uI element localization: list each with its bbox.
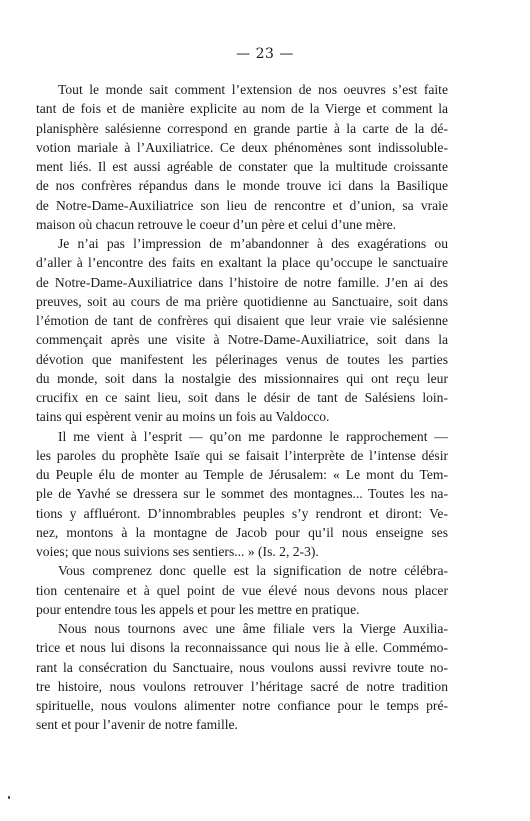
- paragraph: [36, 234, 448, 427]
- body-text: [36, 80, 448, 735]
- text-line: preuves, soit au cours de ma prière quotidienne au Sanctuaire, soit dans: [36, 293, 448, 309]
- paragraph: [36, 619, 448, 735]
- text-line: dévotion que manifestent les pélerinages venus de toutes les parties: [36, 351, 448, 367]
- text-line: pour entendre tous les appels et pour les mettre en pratique.: [36, 601, 360, 617]
- text-line: tains qui espèrent venir au moins un fois au Valdocco.: [36, 409, 330, 425]
- paragraph: [36, 561, 448, 619]
- text-line: planisphère salésienne correspond en grande partie à la carte de la dé-: [36, 120, 448, 136]
- text-line: maison où chacun retrouve le coeur d’un père et celui d’une mère.: [36, 216, 397, 232]
- text-line: Nous nous tournons avec une âme filiale vers la Vierge Auxilia-: [58, 621, 448, 636]
- text-line: commençait après une visite à Notre-Dame-Auxiliatrice, soit dans la: [36, 332, 448, 348]
- text-line: rant la consécration du Sanctuaire, nous voulons aussi revivre toute no-: [36, 659, 448, 675]
- text-line: votion mariale à l’Auxiliatrice. Ce deux phénomènes sont indissoluble-: [36, 139, 448, 155]
- text-line: tions y affluéront. D’innombrables peuples s’y rendront et diront: Ve-: [36, 505, 448, 521]
- text-line: nez, montons à la montagne de Jacob pour qu’il nous enseigne ses: [36, 524, 448, 540]
- text-line: de Notre-Dame-Auxiliatrice dans l’histoire de notre famille. J’en ai des: [36, 274, 448, 290]
- text-line: de nos confrères répandus dans le monde trouve ici dans la Basilique: [36, 178, 448, 194]
- text-line: du monde, soit dans la nostalgie des missionnaires qui ont reçu leur: [36, 370, 448, 386]
- text-line: trice et nous lui disons la reconnaissance qui nous lie à elle. Commémo-: [36, 640, 448, 656]
- text-line: ple de Yavhé se dressera sur le sommet des montagnes... Toutes les na-: [36, 486, 448, 502]
- margin-mark: [8, 796, 10, 799]
- text-line: crucifix en ce saint lieu, soit dans le désir de tant de Salésiens loin-: [36, 390, 448, 405]
- text-line: Vous comprenez donc quelle est la signification de notre célébra-: [58, 563, 448, 579]
- paragraph: [36, 427, 448, 562]
- page-number: — 23 —: [236, 46, 294, 62]
- text-line: tre histoire, nous voulons retrouver l’héritage sacré de notre tradition: [36, 678, 448, 694]
- text-line: sent et pour l’avenir de notre famille.: [36, 717, 238, 733]
- text-line: les paroles du prophète Isaïe qui se faisait l’interprète de l’intense désir: [36, 447, 448, 463]
- text-line: du Peuple élu de monter au Temple de Jérusalem: « Le mont du Tem-: [36, 467, 448, 482]
- paragraph: [36, 80, 448, 234]
- text-line: voies; que nous suivions ses sentiers... » (Is. 2, 2-3).: [36, 544, 319, 559]
- text-line: tion centenaire et à quel point de vue élevé nous devons nous placer: [36, 582, 448, 598]
- text-line: d’aller à l’encontre des faits en exaltant la place qu’occupe le sanctuaire: [36, 255, 448, 271]
- text-line: spirituelle, nous voulons alimenter notre confiance pour le temps pré-: [36, 698, 448, 713]
- text-line: Je n’ai pas l’impression de m’abandonner à des exagérations ou: [58, 236, 448, 251]
- text-line: ment liés. Il est aussi agréable de constater que la multitude croissante: [36, 159, 448, 174]
- text-line: l’émotion de tant de confrères qui disaient que leur vraie vie salésienne: [36, 313, 448, 328]
- text-line: Il me vient à l’esprit — qu’on me pardonne le rapprochement —: [58, 428, 448, 444]
- text-line: tant de fois et de manière explicite au nom de la Vierge et comment la: [36, 101, 448, 117]
- text-line: Tout le monde sait comment l’extension de nos oeuvres s’est faite: [58, 82, 448, 97]
- text-line: de Notre-Dame-Auxiliatrice son lieu de rencontre et d’union, sa vraie: [36, 197, 448, 213]
